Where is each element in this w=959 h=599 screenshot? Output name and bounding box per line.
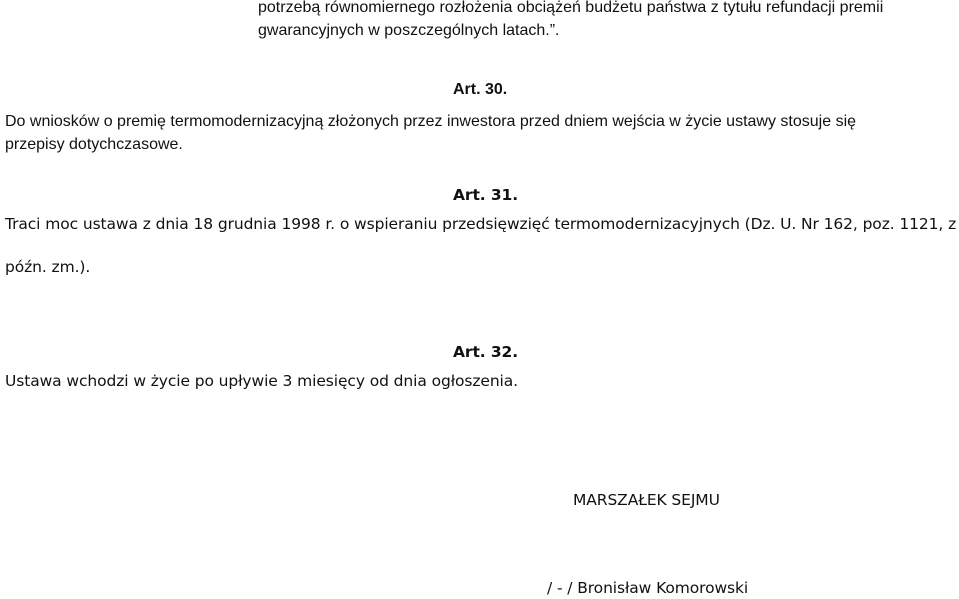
art-32-heading: Art. 32. bbox=[453, 343, 518, 361]
art-30-text-line-1: Do wniosków o premię termomodernizacyjną złożonych przez inwestora przed dniem wejścia w życie ustawy stosuje się bbox=[5, 113, 857, 130]
art-32-text-line-1: Ustawa wchodzi w życie po upływie 3 miesięcy od dnia ogłoszenia. bbox=[5, 372, 518, 390]
top-paragraph-line-2: gwarancyjnych w poszczególnych latach.”. bbox=[258, 22, 560, 39]
art-30-heading: Art. 30. bbox=[453, 81, 508, 98]
art-31-text-line-1: Traci moc ustawa z dnia 18 grudnia 1998 r. o wspieraniu przedsięwzięć termomodernizacyjnych (Dz. U. Nr 162, poz. 1121, z bbox=[5, 215, 957, 233]
signature-title: MARSZAŁEK SEJMU bbox=[573, 491, 720, 509]
signature-name: / - / Bronisław Komorowski bbox=[547, 579, 749, 597]
art-31-text-line-2: późn. zm.). bbox=[5, 258, 91, 276]
art-31-heading: Art. 31. bbox=[453, 186, 518, 204]
art-30-text-line-2: przepisy dotychczasowe. bbox=[5, 136, 183, 153]
top-paragraph-line-1: potrzebą równomiernego rozłożenia obciążeń budżetu państwa z tytułu refundacji premii bbox=[258, 0, 884, 16]
